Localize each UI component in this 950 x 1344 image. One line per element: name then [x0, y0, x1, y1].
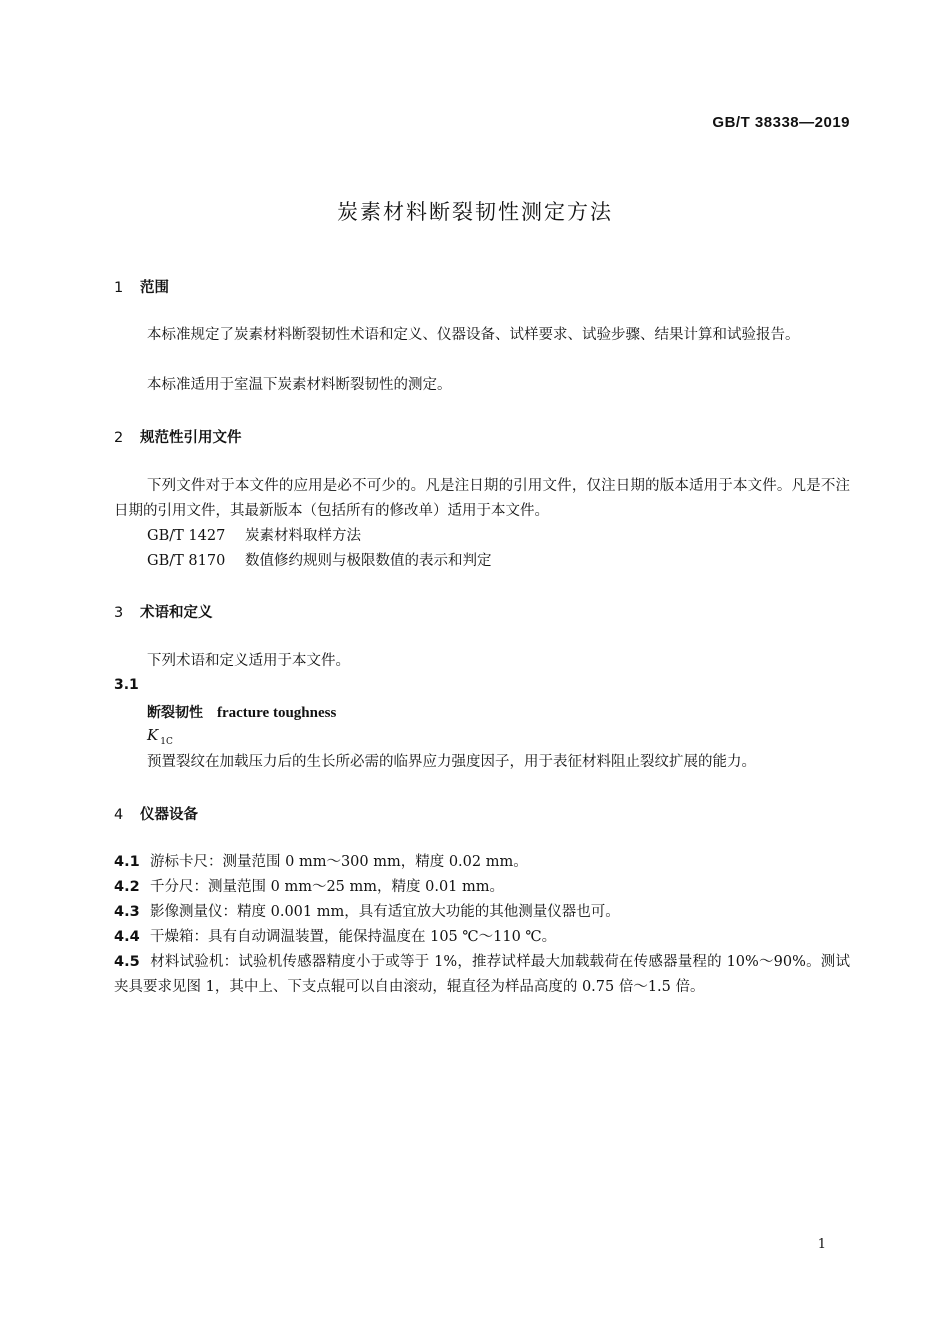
- item-number: 4.4: [114, 929, 140, 945]
- reference-code: GB/T 8170: [147, 553, 226, 569]
- section-1-heading: [114, 276, 169, 297]
- item-text: 材料试验机：试验机传感器精度小于或等于 1%，推荐试样最大加载载荷在传感器量程的 10%～90%。测试夹具要求见图 1，其中上、下支点辊可以自由滚动，辊直径为样品高度的 0.75 倍～1.5 倍。: [114, 954, 850, 995]
- item-text: 游标卡尺：测量范围 0 mm～300 mm，精度 0.02 mm。: [150, 854, 528, 870]
- standard-number: GB/T 38338—2019: [712, 114, 850, 131]
- term-number: 3.1: [114, 677, 139, 693]
- section-number: 3: [114, 605, 124, 621]
- section-number: 1: [114, 280, 124, 296]
- paragraph: 下列文件对于本文件的应用是必不可少的。凡是注日期的引用文件，仅注日期的版本适用于本文件。凡是不注日期的引用文件，其最新版本（包括所有的修改单）适用于本文件。: [114, 478, 850, 519]
- section-4-heading: [114, 803, 198, 824]
- section-number: 4: [114, 807, 124, 823]
- section-title: 规范性引用文件: [140, 430, 242, 446]
- equipment-item: [114, 900, 850, 925]
- section-title: 术语和定义: [140, 605, 213, 621]
- item-number: 4.3: [114, 904, 140, 920]
- reference-item: [147, 549, 492, 574]
- equipment-item: [114, 950, 850, 1000]
- symbol-letter: K: [147, 726, 159, 744]
- equipment-item: [114, 875, 850, 900]
- section-2-heading: [114, 426, 242, 447]
- page-number: 1: [817, 1237, 826, 1252]
- item-number: 4.2: [114, 879, 140, 895]
- section-3-heading: [114, 601, 213, 622]
- equipment-item: [114, 925, 850, 950]
- section-number: 2: [114, 430, 124, 446]
- reference-code: GB/T 1427: [147, 528, 226, 544]
- paragraph: 本标准规定了炭素材料断裂韧性术语和定义、仪器设备、试样要求、试验步骤、结果计算和试验报告。: [147, 327, 800, 343]
- item-number: 4.5: [114, 954, 140, 970]
- paragraph: 本标准适用于室温下炭素材料断裂韧性的测定。: [147, 377, 452, 393]
- item-text: 千分尺：测量范围 0 mm～25 mm，精度 0.01 mm。: [150, 879, 505, 895]
- equipment-item: [114, 850, 850, 875]
- symbol-subscript: 1C: [160, 737, 173, 747]
- reference-item: [147, 524, 361, 549]
- section-title: 范围: [140, 280, 169, 296]
- item-text: 干燥箱：具有自动调温装置，能保持温度在 105 ℃～110 ℃。: [150, 929, 557, 945]
- term-symbol: [147, 726, 173, 747]
- term-definition: 预置裂纹在加载压力后的生长所必需的临界应力强度因子，用于表征材料阻止裂纹扩展的能力。: [147, 754, 756, 770]
- section-title: 仪器设备: [140, 807, 198, 823]
- term-en: fracture toughness: [217, 705, 337, 721]
- term-entry: [147, 702, 336, 722]
- document-title: 炭素材料断裂韧性测定方法: [337, 200, 613, 224]
- item-number: 4.1: [114, 854, 140, 870]
- term-zh: 断裂韧性: [147, 705, 203, 721]
- reference-title: 炭素材料取样方法: [245, 528, 361, 544]
- terms-intro: 下列术语和定义适用于本文件。: [147, 653, 350, 669]
- reference-title: 数值修约规则与极限数值的表示和判定: [245, 553, 492, 569]
- item-text: 影像测量仪：精度 0.001 mm，具有适宜放大功能的其他测量仪器也可。: [150, 904, 620, 920]
